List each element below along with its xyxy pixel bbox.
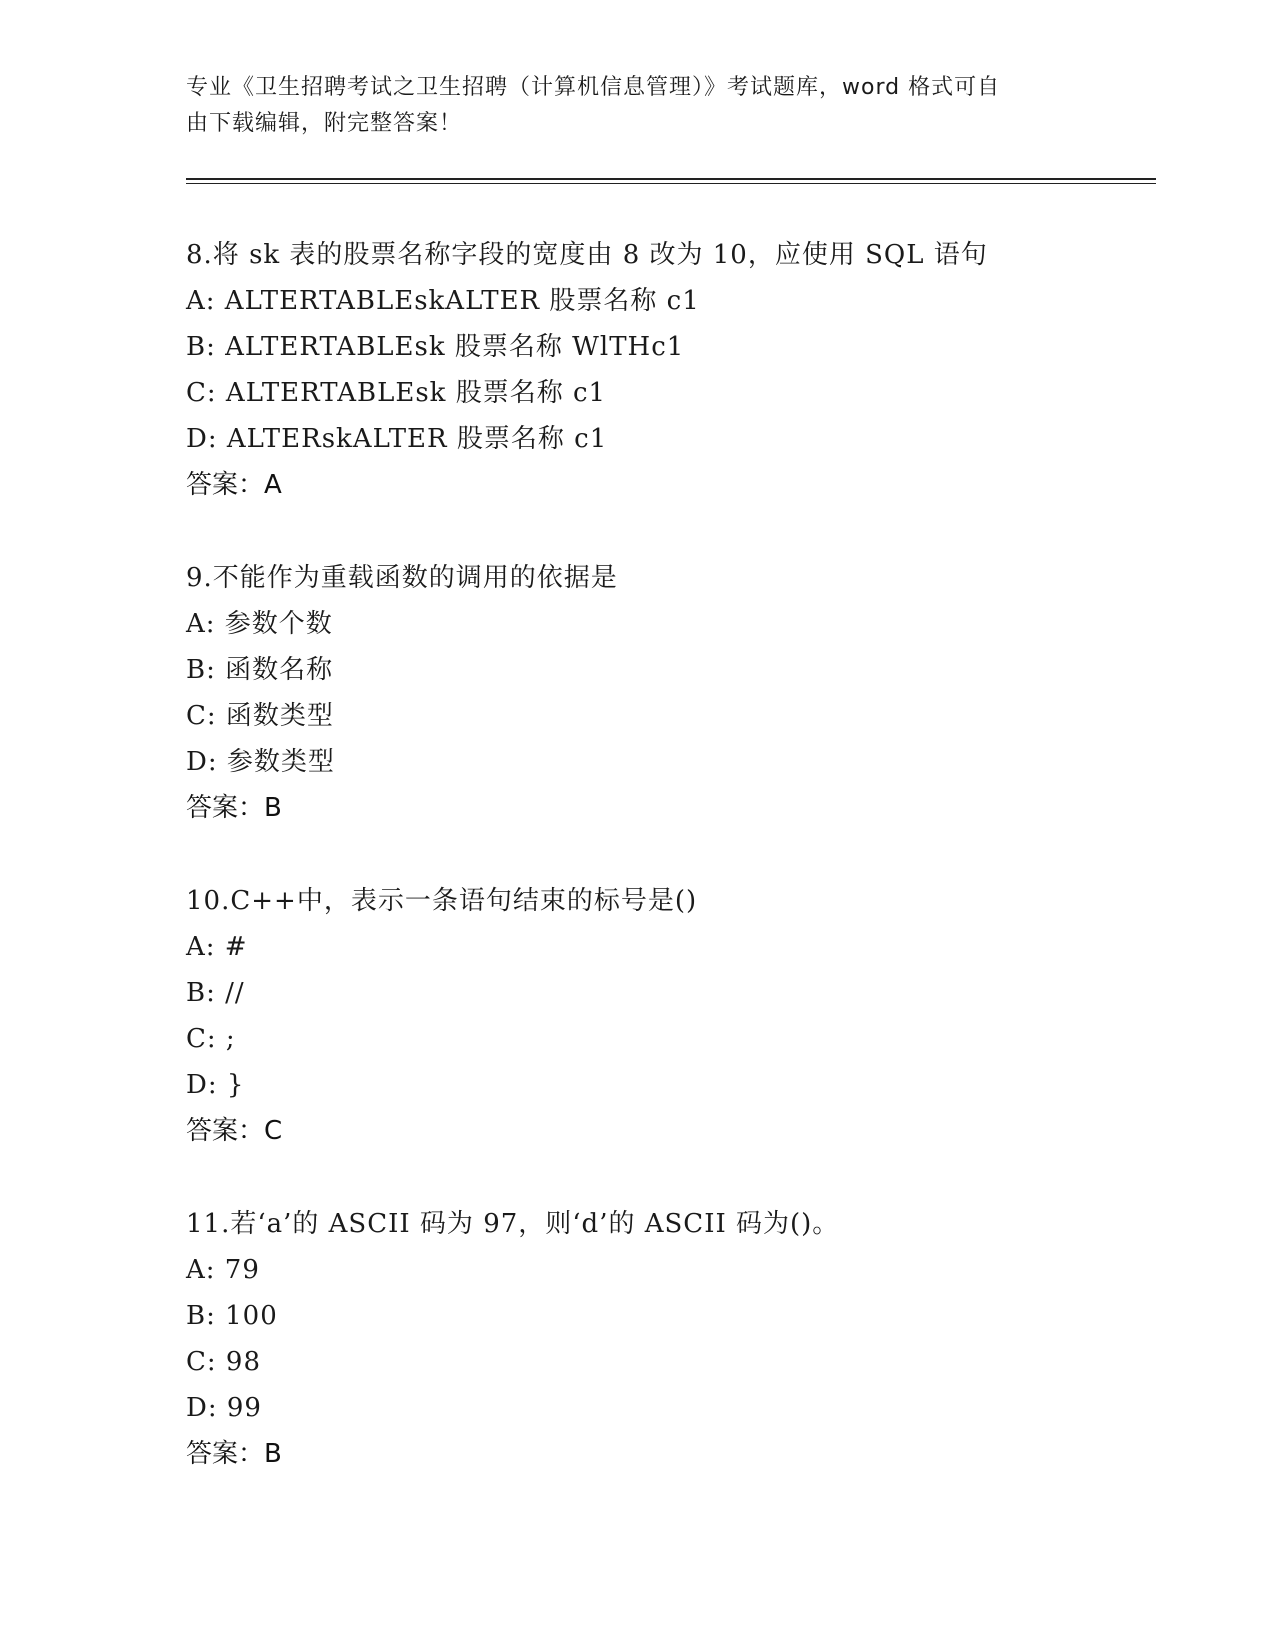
question-list bbox=[186, 232, 1166, 1524]
option-a: A: 参数个数 bbox=[186, 609, 333, 639]
option-d: D: 参数类型 bbox=[186, 747, 335, 777]
header-divider-thick bbox=[186, 178, 1156, 180]
question-stem: 8.将 sk 表的股票名称字段的宽度由 8 改为 10，应使用 SQL 语句 bbox=[186, 240, 988, 270]
option-b: B: 函数名称 bbox=[186, 655, 334, 685]
answer-label: 答案：B bbox=[186, 793, 282, 823]
header-divider-thin bbox=[186, 183, 1156, 184]
option-d: D: 99 bbox=[186, 1393, 262, 1423]
question-10 bbox=[186, 878, 1166, 1154]
option-c: C: 函数类型 bbox=[186, 701, 334, 731]
question-stem: 11.若‘a’的 ASCII 码为 97，则‘d’的 ASCII 码为()。 bbox=[186, 1209, 840, 1239]
answer-label: 答案：C bbox=[186, 1116, 283, 1146]
answer-label: 答案：A bbox=[186, 470, 282, 500]
answer-label: 答案：B bbox=[186, 1439, 282, 1469]
option-c: C: ALTERTABLEsk 股票名称 c1 bbox=[186, 378, 607, 408]
option-a: A: # bbox=[186, 932, 248, 962]
option-a: A: 79 bbox=[186, 1255, 260, 1285]
question-stem: 9.不能作为重载函数的调用的依据是 bbox=[186, 563, 618, 593]
header-line-1: 专业《卫生招聘考试之卫生招聘（计算机信息管理）》考试题库，word 格式可自 bbox=[186, 75, 1001, 100]
option-d: D: } bbox=[186, 1070, 245, 1100]
option-b: B: ALTERTABLEsk 股票名称 WlTHc1 bbox=[186, 332, 685, 362]
question-9 bbox=[186, 555, 1166, 831]
question-8 bbox=[186, 232, 1166, 508]
option-a: A: ALTERTABLEskALTER 股票名称 c1 bbox=[186, 286, 700, 316]
document-header bbox=[186, 70, 1086, 142]
option-b: B: // bbox=[186, 978, 245, 1008]
header-line-2: 由下载编辑，附完整答案！ bbox=[186, 111, 463, 136]
option-d: D: ALTERskALTER 股票名称 c1 bbox=[186, 424, 608, 454]
question-stem: 10.C++中，表示一条语句结束的标号是() bbox=[186, 886, 698, 916]
option-b: B: 100 bbox=[186, 1301, 278, 1331]
option-c: C: 98 bbox=[186, 1347, 262, 1377]
question-11 bbox=[186, 1201, 1166, 1477]
option-c: C: ; bbox=[186, 1024, 236, 1054]
